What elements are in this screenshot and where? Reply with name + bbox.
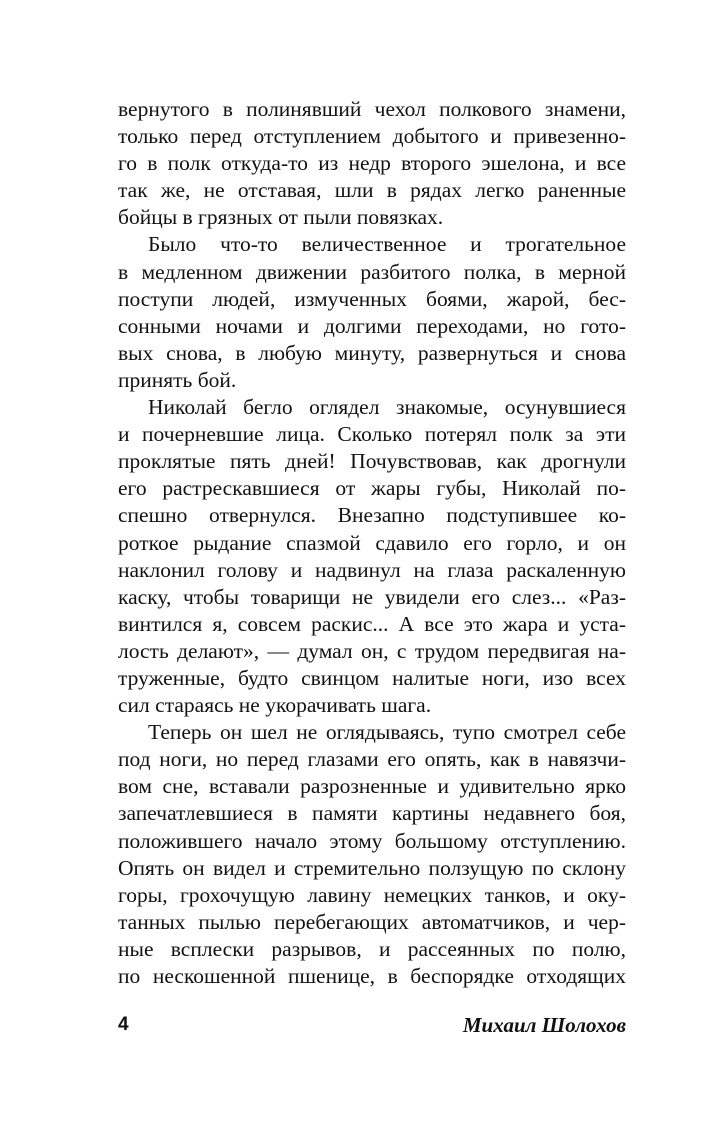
text-line: по нескошенной пшенице, в беспорядке отходящих <box>118 964 626 988</box>
text-line: Николай бегло оглядел знакомые, осунувшиеся <box>148 395 626 420</box>
text-line: винтился я, совсем раскис... А все это жара и уста- <box>118 611 626 636</box>
text-line: лость делают», — думал он, с трудом передвигая на- <box>118 638 626 663</box>
text-line: только перед отступлением добытого и привезенно- <box>118 124 626 149</box>
text-line: Теперь он шел не оглядываясь, тупо смотрел себе <box>148 720 626 745</box>
text-line: танных пылью перебегающих автоматчиков, и чер- <box>118 909 626 934</box>
text-line: вернутого в полинявший чехол полкового знамени, <box>118 97 626 121</box>
body-text <box>118 96 626 990</box>
text-line: роткое рыдание спазмой сдавило его горло, и он <box>118 530 626 555</box>
text-line: под ноги, но перед глазами его опять, как в навязчи- <box>118 747 626 772</box>
text-line: вом сне, вставали разрозненные и удивительно ярко <box>118 774 626 799</box>
text-line: спешно отвернулся. Внезапно подступившее ко- <box>118 503 626 528</box>
text-line: в медленном движении разбитого полка, в мерной <box>118 259 626 284</box>
text-line: сил стараясь не укорачивать шага. <box>118 693 432 718</box>
text-line: проклятые пять дней! Почувствовав, как дрогнули <box>118 449 626 474</box>
text-line: го в полк откуда-то из недр второго эшелона, и все <box>118 151 626 176</box>
text-line: так же, не отставая, шли в рядах легко раненные <box>118 178 626 203</box>
page-number: 4 <box>118 1014 129 1035</box>
text-line: каску, чтобы товарищи не увидели его слез... «Раз- <box>118 584 626 609</box>
text-line: положившего начало этому большому отступлению. <box>118 828 626 853</box>
text-line: принять бой. <box>118 367 237 392</box>
page-footer <box>118 1010 626 1040</box>
text-line: поступи людей, измученных боями, жарой, бес- <box>118 286 626 311</box>
text-line: бойцы в грязных от пыли повязках. <box>118 205 444 230</box>
text-line: наклонил голову и надвинул на глаза раскаленную <box>118 557 626 582</box>
text-line: сонными ночами и долгими переходами, но гото- <box>118 313 626 338</box>
text-line: Опять он видел и стремительно ползущую по склону <box>118 855 626 880</box>
text-line: горы, грохочущую лавину немецких танков, и оку- <box>118 882 626 907</box>
text-line: ные всплески разрывов, и рассеянных по полю, <box>118 936 626 961</box>
text-line: его растрескавшиеся от жары губы, Николай по- <box>118 476 626 501</box>
text-line: Было что-то величественное и трогательное <box>148 232 626 257</box>
text-line: запечатлевшиеся в памяти картины недавнего боя, <box>118 801 626 826</box>
text-line: и почерневшие лица. Сколько потерял полк за эти <box>118 422 626 447</box>
text-line: труженные, будто свинцом налитые ноги, изо всех <box>118 665 626 690</box>
text-line: вых снова, в любую минуту, развернуться и снова <box>118 340 626 365</box>
running-author: Михаил Шолохов <box>462 1013 626 1037</box>
